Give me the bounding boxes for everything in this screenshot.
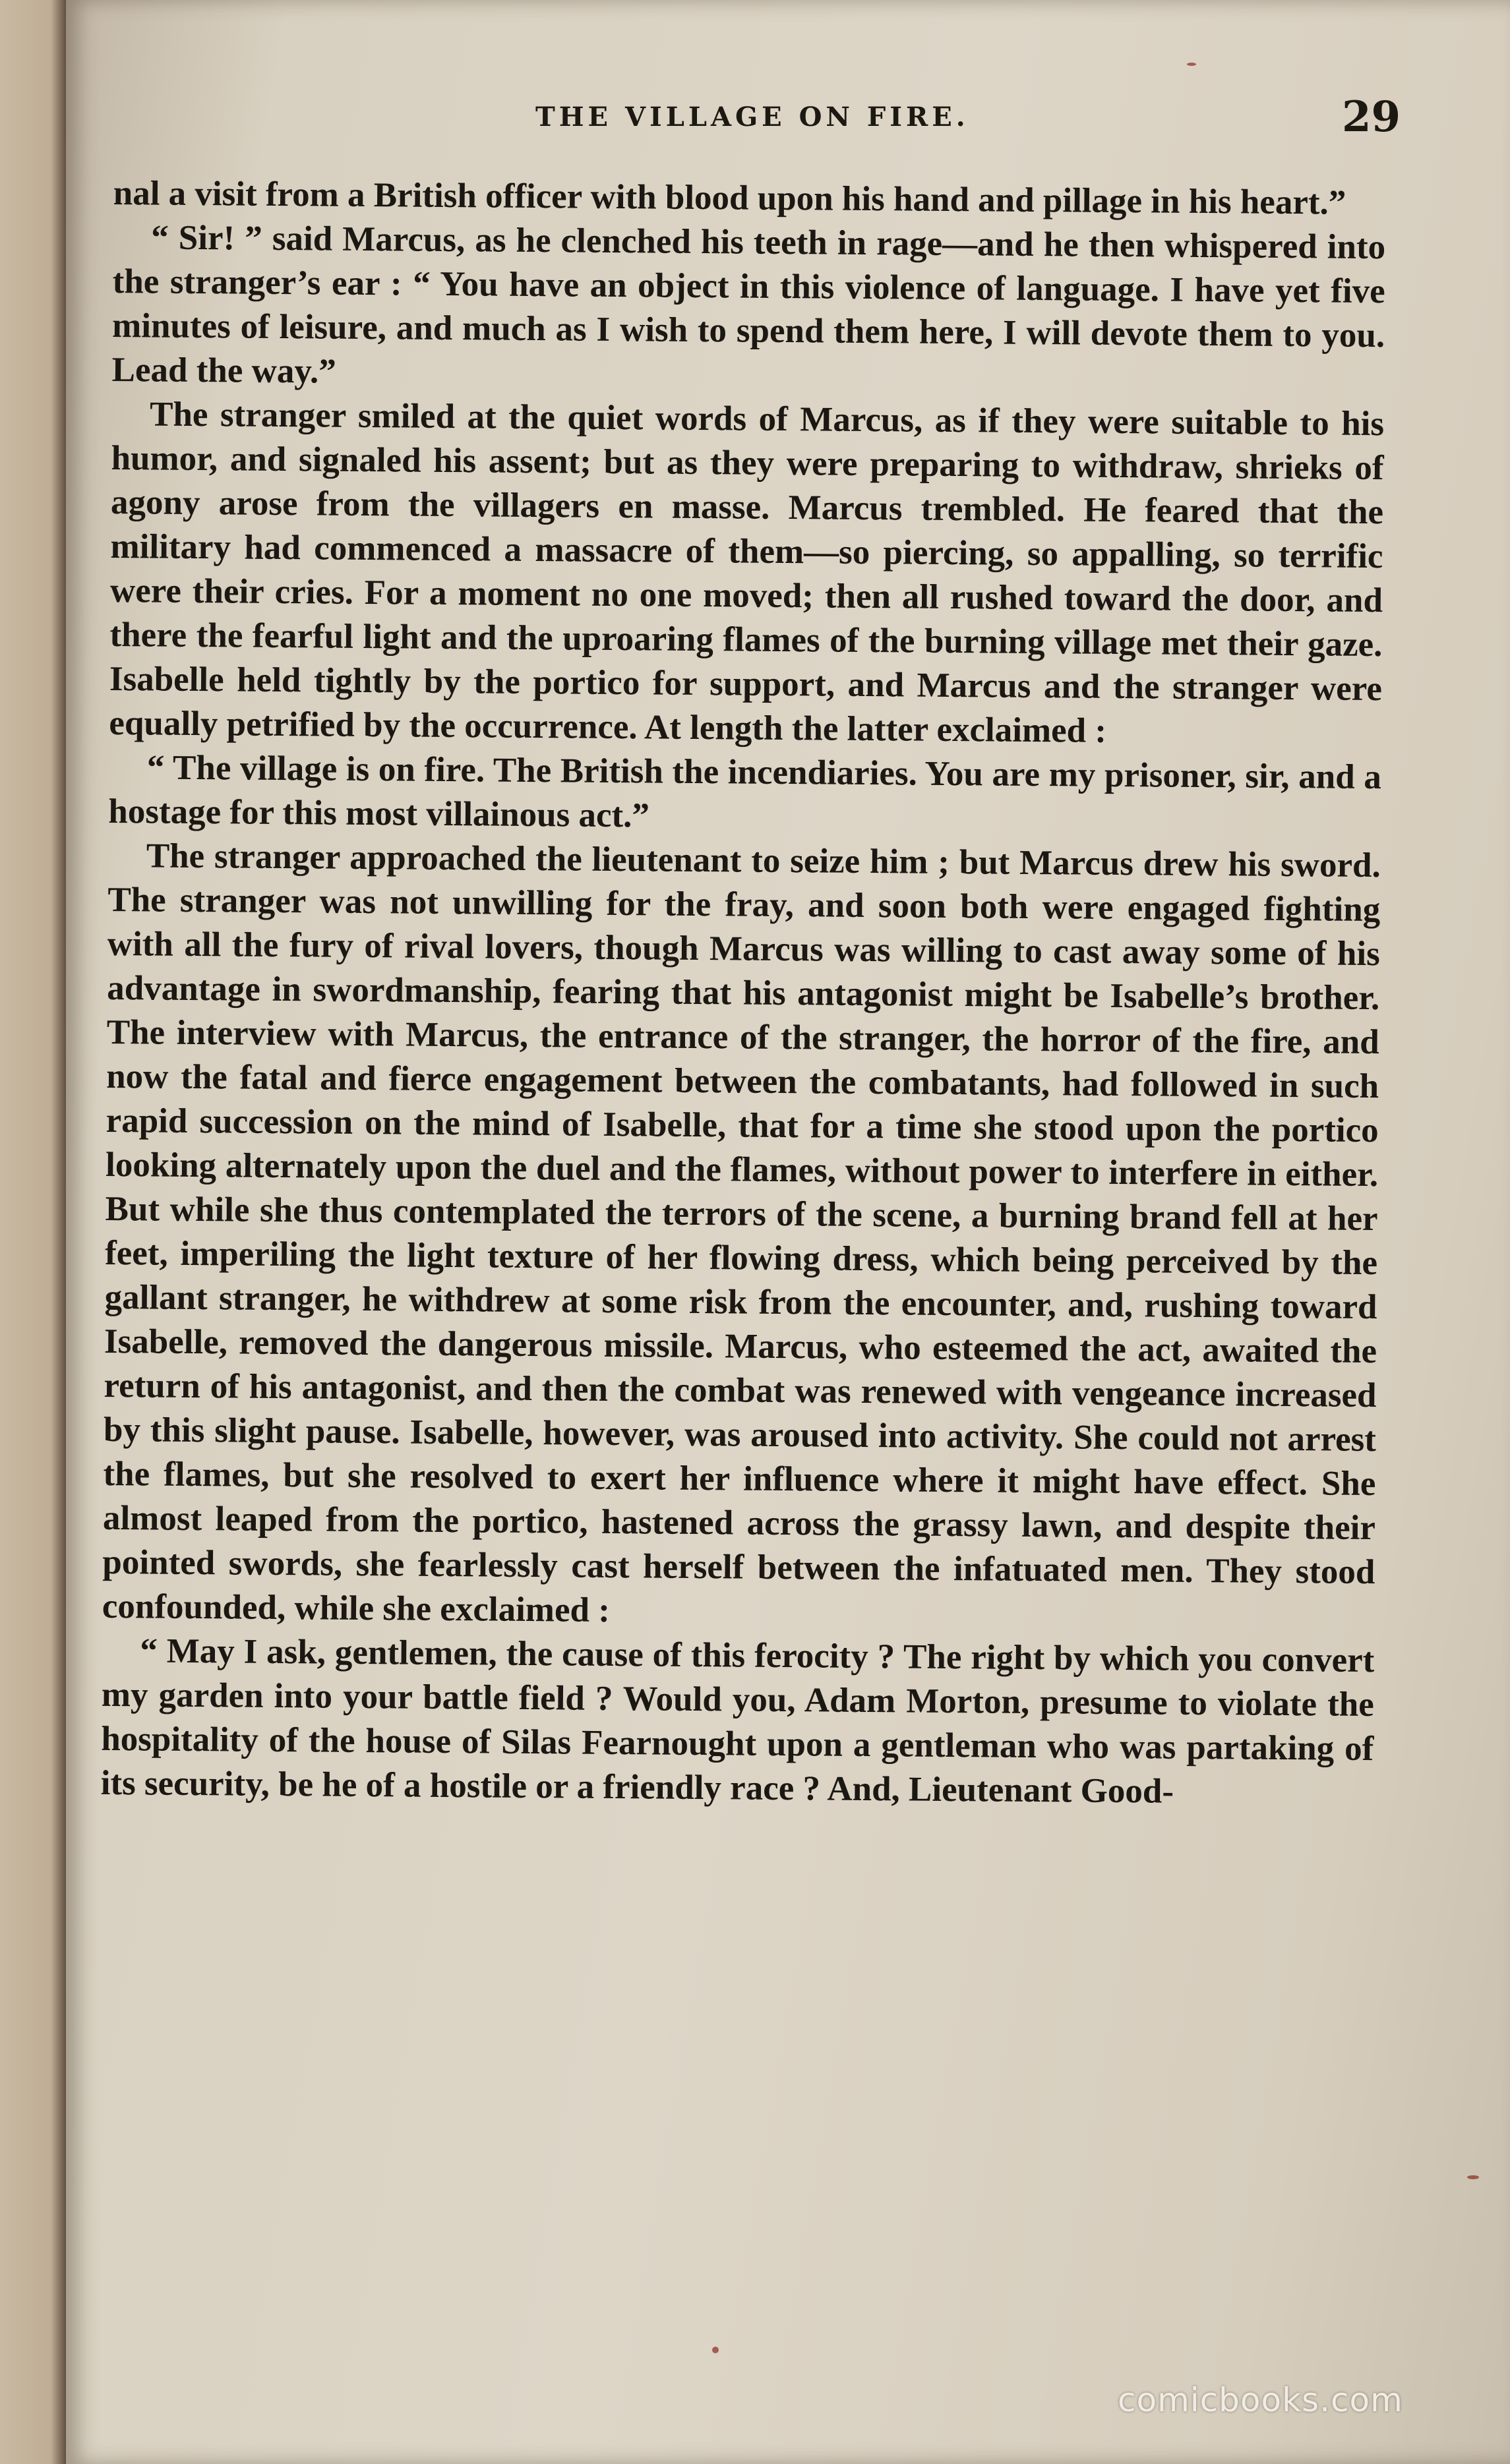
running-title: THE VILLAGE ON FIRE. bbox=[535, 102, 969, 132]
paper-blemish bbox=[1467, 2175, 1479, 2179]
paragraph: “ The village is on fire. The British the incendiaries. You are my prisoner, sir, and a hostage for this most villainous act.” bbox=[108, 748, 1382, 835]
paragraph: nal a visit from a British officer with blood upon his hand and pillage in his heart.” bbox=[113, 173, 1346, 222]
page-number: 29 bbox=[1342, 92, 1401, 142]
paragraph: The stranger smiled at the quiet words of Marcus, as if they were suitable to his humor, and signaled his assent; but as they were preparing to withdraw, shrieks of agony arose from the villagers en masse. Marcus trembled. He feared that the military had commenced a massacre of them—so piercing, so appalling, so terrific were their cries. For a moment no one moved; then all rushed toward the door, and there the fearful light and the uproaring flames of the burning village met their gaze. Isabelle held tightly by the portico for support, and Marcus and the stranger were equally petrified by the occurrence. At length the latter exclaimed : bbox=[109, 395, 1385, 750]
paragraph: “ May I ask, gentlemen, the cause of this ferocity ? The right by which you convert my garden into your battle field ? Would you, Adam Morton, presume to violate the hospitality of the house of Silas Fearnought upon a gentleman who was partaking of its security, be he of a hostile or a friendly race ? And, Lieutenant Good- bbox=[100, 1631, 1375, 1811]
paper-blemish bbox=[712, 2347, 719, 2353]
paragraph: “ Sir! ” said Marcus, as he clenched his teeth in rage—and he then whispered into the stranger’s ear : “ You have an object in this violence of language. I have yet five minutes of leisure, and much as I wish to spend them here, I will devote them to you. Lead the way.” bbox=[111, 218, 1386, 391]
page-header bbox=[66, 92, 1510, 152]
watermark: comicbooks.com bbox=[1118, 2381, 1403, 2419]
paper-blemish bbox=[1187, 63, 1196, 66]
paragraph: The stranger approached the lieutenant to seize him ; but Marcus drew his sword. The stranger was not unwilling for the fray, and soon both were engaged fighting with all the fury of rival lovers, though Marcus was willing to cast away some of his advantage in swordmanship, fearing that his antagonist might be Isabelle’s brother. The interview with Marcus, the entrance of the stranger, the horror of the fire, and now the fatal and fierce engagement between the combatants, had followed in such rapid succession on the mind of Isabelle, that for a time she stood upon the portico looking alternately upon the duel and the flames, without power to interfere in either. But while she thus contemplated the terrors of the scene, a burning brand fell at her feet, imperiling the light texture of her flowing dress, which being perceived by the gallant stranger, he withdrew at some risk from the encounter, and, rushing toward Isabelle, removed the dangerous missile. Marcus, who esteemed the act, awaited the return of his antagonist, and then the combat was renewed with vengeance increased by this slight pause. Isabelle, however, was aroused into activity. She could not arrest the flames, but she resolved to exert her influence where it might have effect. She almost leaped from the portico, hastened across the grassy lawn, and despite their pointed swords, she fearlessly cast herself between the infatuated men. They stood confounded, while she exclaimed : bbox=[102, 836, 1381, 1629]
previous-page-edge bbox=[0, 0, 73, 2464]
book-page bbox=[66, 0, 1510, 2464]
body-text bbox=[101, 171, 1386, 1815]
